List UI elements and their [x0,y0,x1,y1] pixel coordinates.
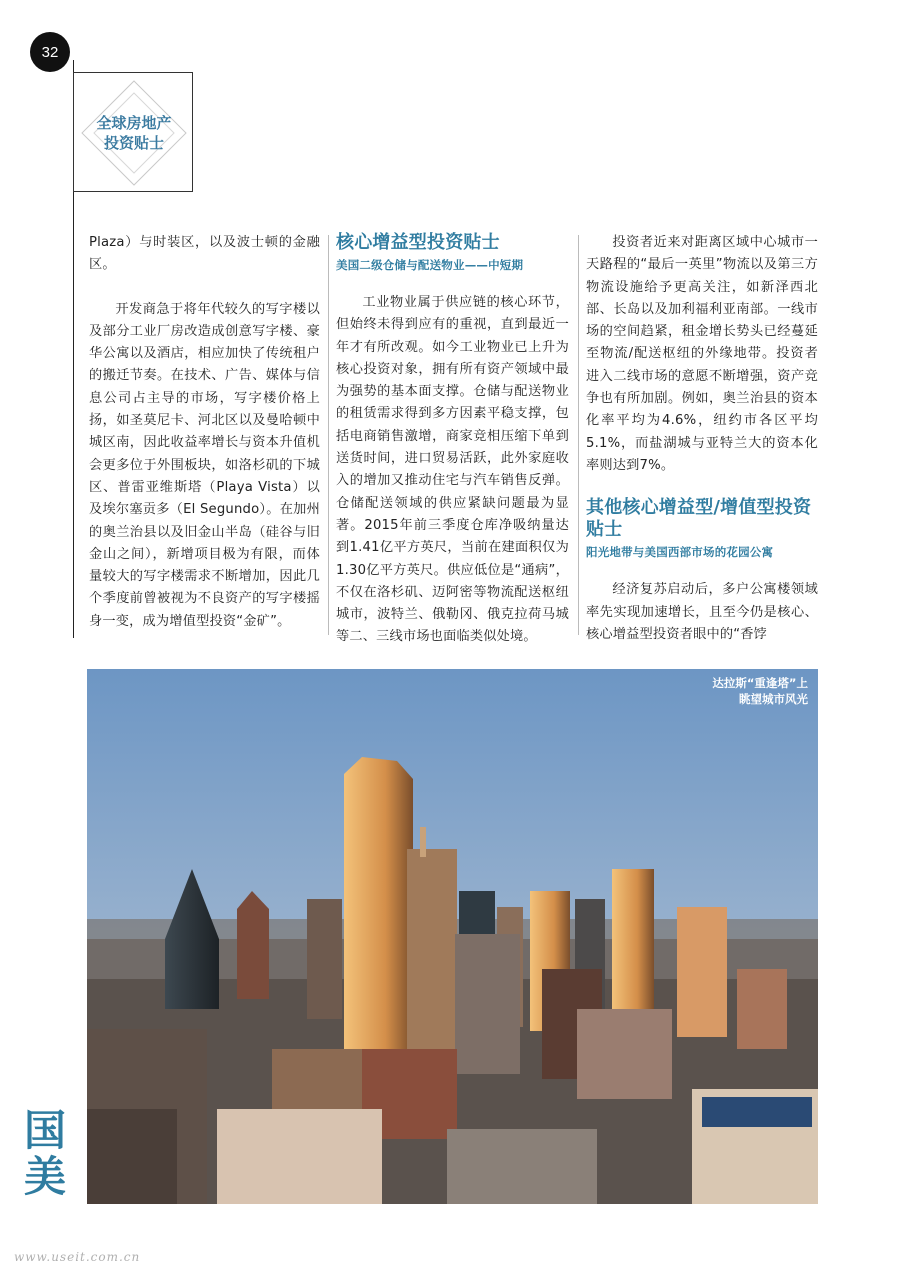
watermark: www.useit.com.cn [14,1250,141,1264]
country-char: 美 [24,1152,67,1201]
section-title-line2: 投资贴士 [103,134,164,152]
photo-caption [712,675,808,707]
paragraph: Plaza）与时装区，以及波士顿的金融区。 [89,235,320,273]
column-divider [328,235,329,635]
section-title [74,113,194,153]
paragraph: 经济复苏启动后，多户公寓楼领域率先实现加速增长，且至今仍是核心、核心增益型投资者眼中的“香饽 [586,582,818,642]
country-label [24,1106,67,1201]
section-title-line1: 全球房地产 [96,114,172,132]
column-3 [586,232,818,646]
caption-line1: 达拉斯“重逢塔”上 [712,676,808,690]
dallas-skyline-photo [87,669,818,1204]
paragraph: 开发商急于将年代较久的写字楼以及部分工业厂房改造成创意写字楼、豪华公寓以及酒店，相应加快了传统租户的搬迁节奏。在技术、广告、媒体与信息公司占主导的市场，写字楼价格上扬，如圣莫尼卡、河北区以及曼哈顿中城区南，因此收益率增长与资本升值机会更多位于外围板块，如洛杉矶的下城区、普雷亚维斯塔（Playa Vista）以及埃尔塞贡多（El Segundo）。在加州的奥兰治县以及旧金山半岛（硅谷与旧金山之间），新增项目极为有限，而体量较大的写字楼需求不断增加，因此几个季度前曾被视为不良资产的写字楼摇身一变，成为增值型投资“金矿”。 [89,301,320,629]
page-number: 32 [30,32,70,72]
section-badge [73,72,193,192]
column-2 [336,232,569,649]
section-heading: 其他核心增益型/增值型投资贴士 [586,497,812,541]
section-heading: 核心增益型投资贴士 [336,232,500,253]
country-char: 国 [24,1106,67,1155]
column-1 [89,232,320,633]
section-subheading: 阳光地带与美国西部市场的花园公寓 [586,545,774,560]
column-divider [578,235,579,635]
paragraph: 工业物业属于供应链的核心环节，但始终未得到应有的重视，直到最近一年才有所改观。如今工业物业已上升为核心投资对象，拥有所有资产领域中最为强势的基本面支撑。仓储与配送物业的租赁需求得到多方因素平稳支撑，包括电商销售激增，商家竞相压缩下单到送货时间，进口贸易活跃，此外家庭收入的增加又推动住宅与汽车销售反弹。仓储配送领域的供应紧缺问题最为显著。2015年前三季度仓库净吸纳量达到1.41亿平方英尺，当前在建面积仅为1.30亿平方英尺。供应低位是“通病”，不仅在洛杉矶、迈阿密等物流配送枢纽城市，波特兰、俄勒冈、俄克拉荷马城等二、三线市场也面临类似处境。 [336,295,569,645]
section-subheading: 美国二级仓储与配送物业——中短期 [336,258,524,272]
caption-line2: 眺望城市风光 [739,692,808,706]
paragraph: 投资者近来对距离区域中心城市一天路程的“最后一英里”物流以及第三方物流设施给予更高关注，如新泽西北部、长岛以及加利福利亚南部。一线市场的空间趋紧，租金增长势头已经蔓延至物流/配送枢纽的外缘地带。投资者进入二线市场的意愿不断增强，资产竞争也有所加剧。例如，奥兰治县的资本化率平均为4.6%，纽约市各区平均5.1%，而盐湖城与亚特兰大的资本化率则达到7%。 [586,235,818,473]
